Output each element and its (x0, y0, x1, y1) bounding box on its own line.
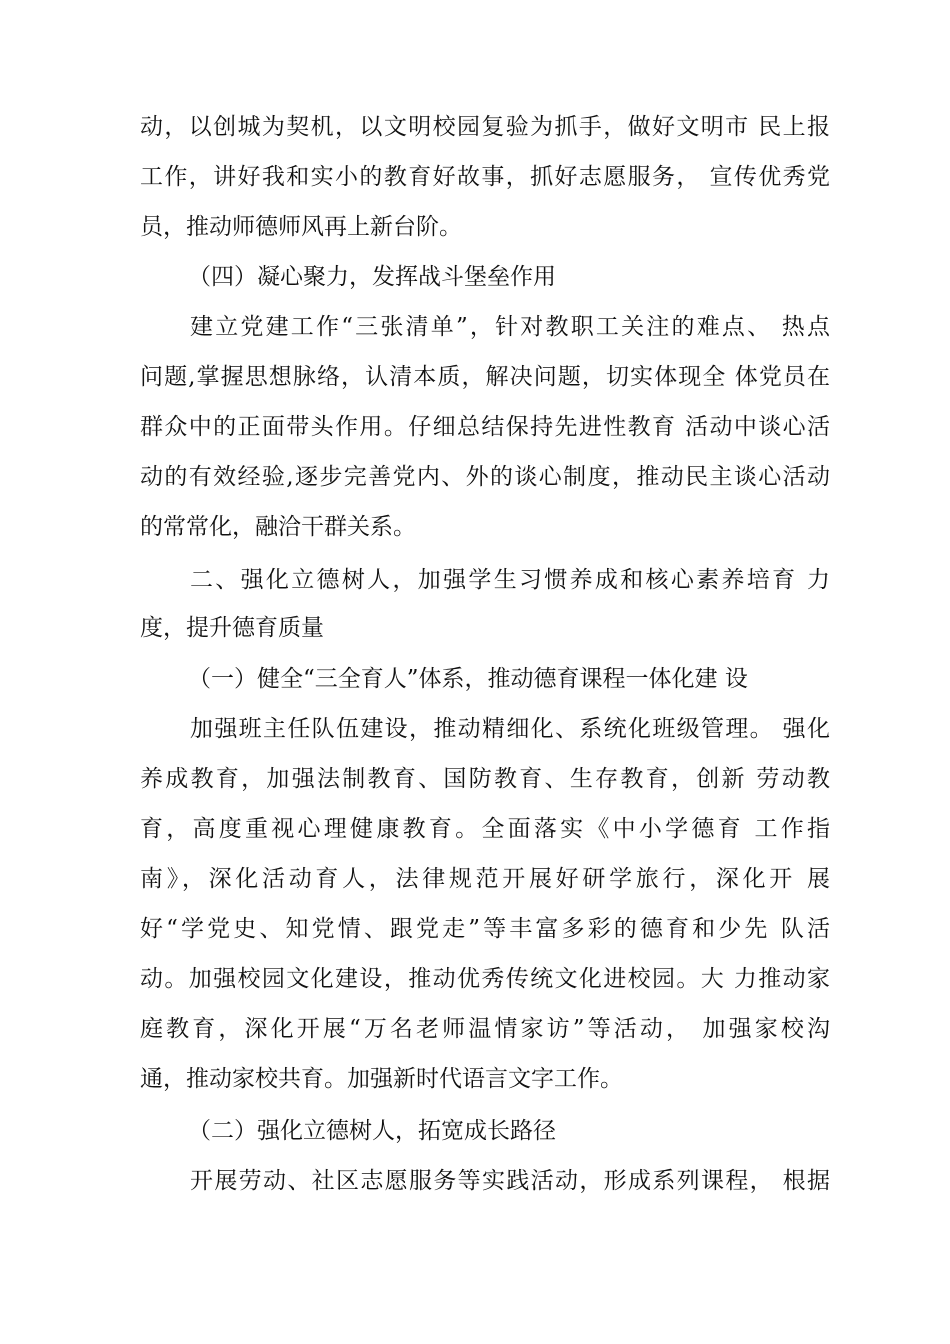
body-text-line: 育，高度重视心理健康教育。全面落实《中小学德育 工作指 (140, 816, 830, 842)
body-text-line: 南》，深化活动育人，法律规范开展好研学旅行，深化开 展 (140, 866, 830, 892)
body-text-line: 员，推动师德师风再上新台阶。 (140, 214, 462, 240)
body-text-line: 养成教育，加强法制教育、国防教育、生存教育，创新 劳动教 (140, 766, 830, 792)
paragraph-first-line: 建立党建工作“三张清单”，针对教职工关注的难点、 热点 (190, 314, 830, 340)
body-text-line: 问题,掌握思想脉络，认清本质，解决问题，切实体现全 体党员在 (140, 364, 830, 390)
paragraph-first-line: 开展劳动、社区志愿服务等实践活动，形成系列课程， 根据 (190, 1168, 830, 1194)
body-text-line: 庭教育，深化开展“万名老师温情家访”等活动， 加强家校沟 (140, 1016, 830, 1042)
body-text-line: 动。加强校园文化建设，推动优秀传统文化进校园。大 力推动家 (140, 966, 830, 992)
body-text-line: 好“学党史、知党情、跟党走”等丰富多彩的德育和少先 队活 (140, 916, 830, 942)
chapter-heading-2: 二、强化立德树人，加强学生习惯养成和核心素养培育 力 (190, 567, 830, 593)
body-text-line: 的常常化，融洽干群关系。 (140, 514, 416, 540)
section-heading-2: （二）强化立德树人，拓宽成长路径 (188, 1118, 556, 1144)
paragraph-first-line: 加强班主任队伍建设，推动精细化、系统化班级管理。 强化 (190, 716, 830, 742)
body-text-line: 动的有效经验,逐步完善党内、外的谈心制度，推动民主谈心活动 (140, 464, 830, 490)
body-text-line: 群众中的正面带头作用。仔细总结保持先进性教育 活动中谈心活 (140, 414, 830, 440)
section-heading-1: （一）健全“三全育人”体系，推动德育课程一体化建 设 (188, 666, 748, 692)
section-heading-4: （四）凝心聚力，发挥战斗堡垒作用 (188, 264, 556, 290)
body-text-line: 动，以创城为契机，以文明校园复验为抓手，做好文明市 民上报 (140, 114, 830, 140)
body-text-line: 工作，讲好我和实小的教育好故事，抓好志愿服务， 宣传优秀党 (140, 164, 830, 190)
body-text-line: 通，推动家校共育。加强新时代语言文字工作。 (140, 1066, 623, 1092)
chapter-heading-2-continued: 度，提升德育质量 (140, 615, 324, 641)
